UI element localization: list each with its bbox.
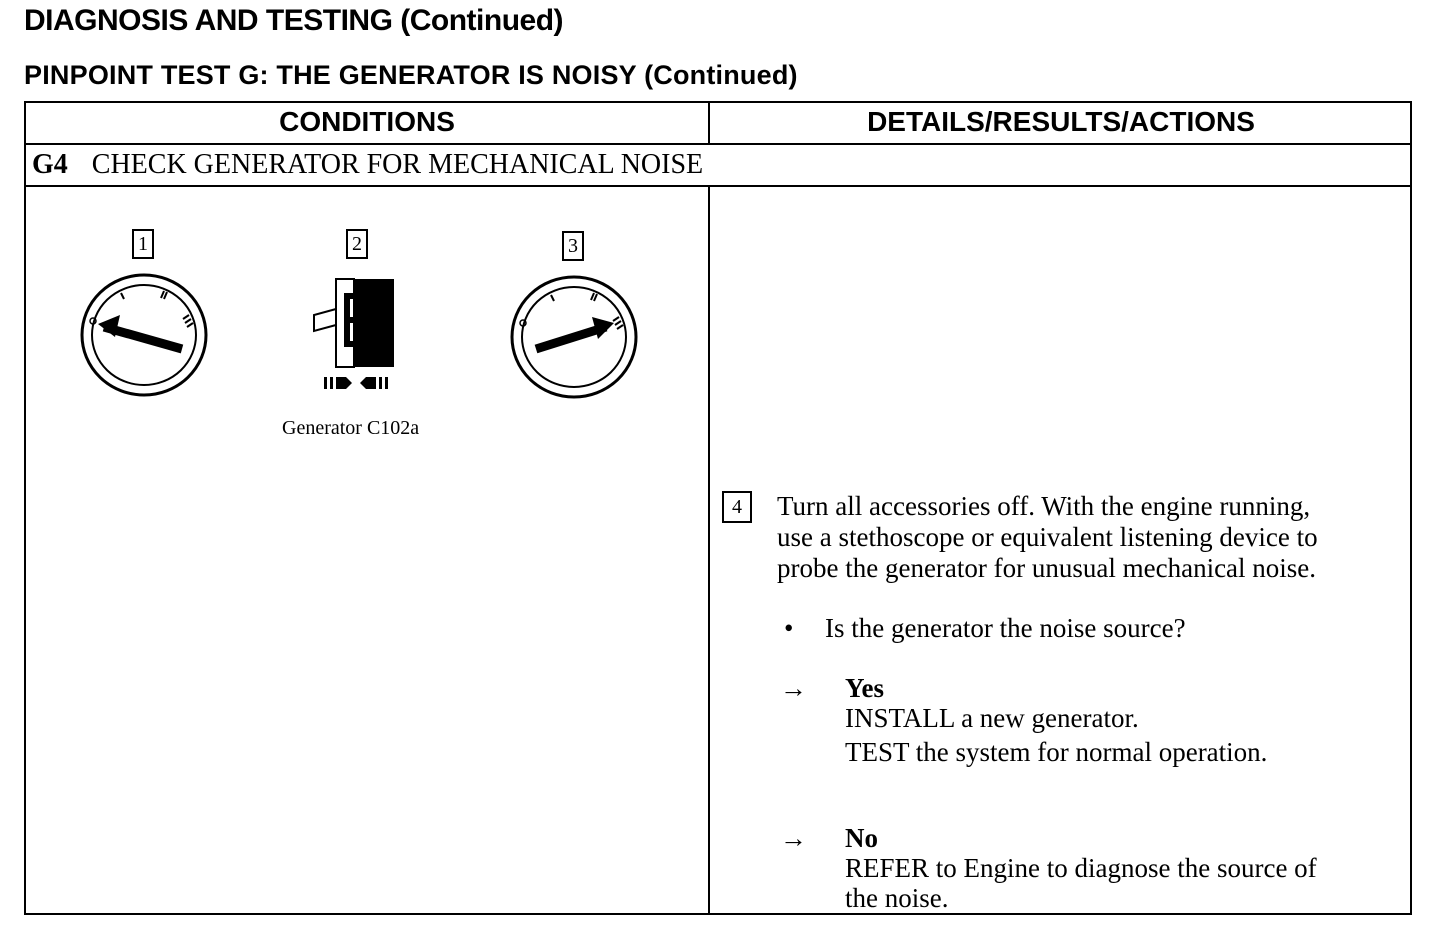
column-divider: [708, 103, 710, 913]
connector-disconnect-icon: [306, 273, 416, 393]
yes-action-2: TEST the system for normal operation.: [845, 737, 1268, 767]
yes-action-1: INSTALL a new generator.: [845, 703, 1139, 733]
page-title: DIAGNOSIS AND TESTING (Continued): [24, 4, 564, 37]
figure-label-2: 2: [346, 229, 368, 259]
connector-caption: Generator C102a: [282, 417, 420, 439]
ignition-switch-off-icon: [80, 271, 212, 399]
question-bullet: •: [784, 613, 794, 643]
details-header: DETAILS/RESULTS/ACTIONS: [867, 106, 1255, 137]
no-arrow: →: [780, 823, 807, 853]
figure-label-1: 1: [132, 229, 154, 259]
step-4-box: 4: [722, 491, 752, 523]
step-row: [32, 149, 703, 181]
figure-label-3: 3: [562, 231, 584, 261]
instruction-line-1: Turn all accessories off. With the engine running,: [777, 491, 1311, 521]
header-divider: [26, 143, 1410, 145]
step-row-mask: [708, 145, 712, 185]
step-divider: [26, 185, 1410, 187]
test-subtitle: PINPOINT TEST G: THE GENERATOR IS NOISY (Continued): [24, 60, 798, 90]
no-label: No: [845, 823, 878, 853]
step-number: G4: [32, 149, 68, 180]
pinpoint-test-table: [24, 101, 1412, 915]
yes-arrow: →: [780, 673, 807, 703]
instruction-line-2: use a stethoscope or equivalent listening device to: [777, 522, 1318, 552]
instruction-line-3: probe the generator for unusual mechanical noise.: [777, 553, 1317, 583]
conditions-header: CONDITIONS: [279, 106, 455, 137]
yes-label: Yes: [845, 673, 884, 703]
question-text: Is the generator the noise source?: [825, 613, 1186, 643]
no-action-1: REFER to Engine to diagnose the source of: [845, 853, 1317, 883]
ignition-switch-run-icon: [510, 273, 642, 401]
step-title: CHECK GENERATOR FOR MECHANICAL NOISE: [91, 149, 704, 180]
no-action-2: the noise.: [845, 883, 949, 913]
